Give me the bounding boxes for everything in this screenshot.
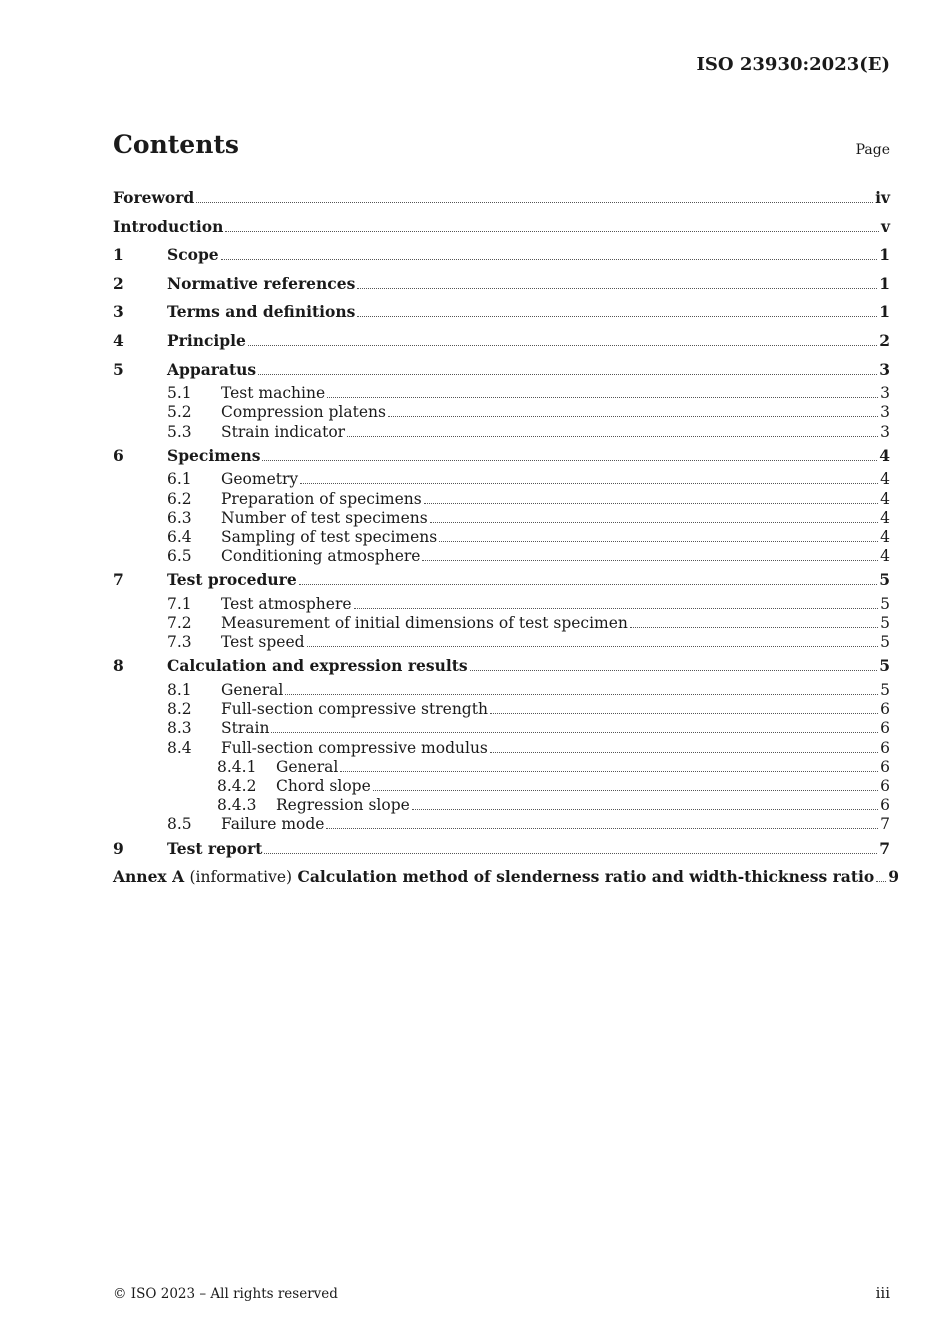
toc-entry-title: Chord slope — [276, 776, 371, 795]
toc-entry-calculation-and-expression-results[interactable] — [113, 652, 890, 681]
toc-entry-number: 8.3 — [167, 719, 192, 738]
toc-entry-number: 8.1 — [167, 681, 192, 699]
toc-entry-page: 1 — [879, 273, 890, 293]
toc-leader-dots — [470, 670, 878, 671]
toc-entry-title: Geometry — [221, 470, 299, 489]
toc-entry-number: 7.2 — [167, 614, 192, 633]
toc-entry-full-section-compressive-modulus[interactable] — [113, 739, 890, 758]
toc-entry-foreword[interactable] — [113, 184, 890, 213]
toc-entry-page: v — [880, 216, 890, 236]
toc-entry-number: 6 — [113, 445, 124, 465]
toc-entry-page: iv — [875, 188, 890, 207]
toc-entry-number: 8.4.2 — [217, 776, 257, 795]
toc-entry-test-atmosphere[interactable] — [113, 595, 890, 614]
toc-entry-number: 3 — [113, 302, 124, 322]
table-of-contents — [113, 184, 900, 892]
toc-entry-scope[interactable] — [113, 241, 890, 270]
toc-entry-page: 6 — [880, 700, 890, 719]
toc-entry-page: 6 — [880, 738, 890, 757]
toc-entry-page: 4 — [880, 470, 890, 489]
toc-leader-dots — [285, 694, 878, 695]
toc-entry-page: 5 — [880, 681, 890, 699]
toc-leader-dots — [630, 627, 878, 628]
toc-entry-title: Apparatus — [167, 359, 257, 379]
toc-entry-number: 6.5 — [167, 547, 192, 566]
toc-entry-general[interactable] — [113, 681, 890, 700]
toc-entry-annex-a[interactable] — [113, 863, 900, 892]
toc-leader-dots — [327, 397, 878, 398]
annex-note: (informative) — [189, 868, 293, 887]
toc-entry-title: Number of test specimens — [221, 508, 428, 527]
toc-entry-title: Strain indicator — [221, 422, 346, 441]
toc-entry-number: 4 — [113, 330, 124, 350]
toc-leader-dots — [424, 503, 878, 504]
toc-entry-test-report[interactable] — [113, 835, 890, 864]
document-id: ISO 23930:2023(E) — [696, 54, 890, 75]
toc-entry-page: 3 — [880, 384, 890, 403]
toc-entry-failure-mode[interactable] — [113, 815, 890, 834]
toc-leader-dots — [876, 881, 886, 882]
toc-entry-number: 8.4.3 — [217, 796, 257, 815]
toc-entry-page: 6 — [880, 776, 890, 795]
toc-entry-page: 5 — [880, 633, 890, 652]
toc-entry-title: Strain — [221, 719, 270, 738]
toc-entry-test-procedure[interactable] — [113, 566, 890, 595]
toc-leader-dots — [357, 316, 877, 317]
toc-entry-number: 1 — [113, 245, 124, 265]
toc-leader-dots — [373, 790, 878, 791]
toc-entry-chord-slope[interactable] — [113, 777, 890, 796]
toc-entry-page: 4 — [880, 489, 890, 508]
toc-entry-number: 9 — [113, 838, 124, 858]
toc-entry-title: General — [221, 681, 284, 699]
toc-entry-test-machine[interactable] — [113, 384, 890, 403]
toc-entry-number: 7.1 — [167, 594, 192, 613]
toc-leader-dots — [271, 732, 878, 733]
toc-leader-dots — [388, 416, 878, 417]
toc-entry-measurement-of-initial-dimensions[interactable] — [113, 614, 890, 633]
toc-entry-preparation-of-specimens[interactable] — [113, 490, 890, 509]
toc-entry-title: Compression platens — [221, 403, 386, 422]
footer-copyright: © ISO 2023 – All rights reserved — [113, 1286, 338, 1302]
toc-entry-introduction[interactable] — [113, 213, 890, 242]
toc-entry-number: 8.4.1 — [217, 757, 257, 776]
toc-leader-dots — [439, 541, 878, 542]
toc-leader-dots — [258, 374, 877, 375]
toc-entry-page: 6 — [880, 796, 890, 815]
toc-leader-dots — [326, 828, 878, 829]
toc-leader-dots — [299, 584, 878, 585]
toc-leader-dots — [300, 483, 878, 484]
annex-label: Annex A — [113, 867, 185, 887]
toc-leader-dots — [340, 771, 878, 772]
toc-entry-number: 6.1 — [167, 470, 192, 489]
toc-entry-title: Test report — [167, 838, 263, 858]
toc-entry-page: 4 — [880, 547, 890, 566]
toc-entry-page: 5 — [879, 570, 890, 590]
toc-entry-regression-slope[interactable] — [113, 796, 890, 815]
toc-entry-title: Test machine — [221, 384, 326, 403]
toc-entry-title: Measurement of initial dimensions of test specimen — [221, 614, 628, 633]
toc-entry-conditioning-atmosphere[interactable] — [113, 547, 890, 566]
toc-leader-dots — [490, 713, 878, 714]
toc-entry-title: Full-section compressive modulus — [221, 738, 488, 757]
toc-leader-dots — [490, 752, 878, 753]
toc-entry-page: 5 — [879, 656, 890, 676]
toc-entry-page: 9 — [888, 867, 900, 887]
toc-leader-dots — [307, 646, 879, 647]
toc-entry-title: Foreword — [113, 188, 195, 207]
toc-leader-dots — [248, 345, 877, 346]
toc-entry-geometry[interactable] — [113, 470, 890, 489]
toc-entry-page: 1 — [879, 302, 890, 322]
toc-entry-number: 5.2 — [167, 403, 192, 422]
toc-entry-title: Specimens — [167, 445, 261, 465]
toc-entry-page: 4 — [880, 527, 890, 546]
toc-entry-principle[interactable] — [113, 327, 890, 356]
toc-entry-compression-platens[interactable] — [113, 403, 890, 422]
toc-entry-sampling-of-test-specimens[interactable] — [113, 528, 890, 547]
toc-entry-title: Introduction — [113, 216, 224, 236]
page-column-label: Page — [855, 142, 890, 158]
toc-entry-page: 7 — [879, 838, 890, 858]
toc-entry-title: Failure mode — [221, 815, 325, 834]
toc-entry-number: 5 — [113, 359, 124, 379]
toc-entry-page: 3 — [879, 359, 890, 379]
toc-entry-apparatus[interactable] — [113, 356, 890, 385]
toc-entry-page: 7 — [880, 815, 890, 834]
toc-leader-dots — [262, 460, 877, 461]
toc-entry-title: Terms and definitions — [167, 302, 356, 322]
toc-entry-page: 6 — [880, 719, 890, 738]
toc-entry-title: Scope — [167, 245, 219, 265]
footer-page-number: iii — [875, 1284, 890, 1302]
toc-entry-number: 8 — [113, 656, 124, 676]
toc-entry-page: 1 — [879, 245, 890, 265]
toc-entry-title: Conditioning atmosphere — [221, 547, 421, 566]
toc-entry-number: 6.2 — [167, 489, 192, 508]
toc-entry-normative-references[interactable] — [113, 270, 890, 299]
toc-entry-number: 8.2 — [167, 700, 192, 719]
toc-entry-number: 6.3 — [167, 508, 192, 527]
toc-entry-page: 5 — [880, 614, 890, 633]
toc-entry-title: Preparation of specimens — [221, 489, 422, 508]
toc-leader-dots — [422, 560, 878, 561]
toc-entry-title: General — [276, 757, 339, 776]
toc-entry-title: Normative references — [167, 273, 356, 293]
toc-entry-number: 6.4 — [167, 527, 192, 546]
toc-entry-specimens[interactable] — [113, 442, 890, 471]
toc-entry-number: 8.4 — [167, 738, 192, 757]
toc-entry-number: 5.3 — [167, 422, 192, 441]
toc-entry-number: 7 — [113, 570, 124, 590]
toc-entry-page: 2 — [879, 330, 890, 350]
toc-leader-dots — [225, 231, 879, 232]
toc-leader-dots — [221, 259, 878, 260]
toc-entry-full-section-compressive-strength[interactable] — [113, 700, 890, 719]
contents-title: Contents — [113, 130, 240, 159]
toc-entry-title: Test atmosphere — [221, 594, 352, 613]
toc-entry-number-of-test-specimens[interactable] — [113, 509, 890, 528]
toc-leader-dots — [196, 202, 873, 203]
toc-entry-title: Test speed — [221, 633, 305, 652]
toc-entry-title: Principle — [167, 330, 246, 350]
toc-entry-title: Regression slope — [276, 796, 410, 815]
toc-entry-page: 4 — [879, 445, 890, 465]
toc-entry-page: 4 — [880, 508, 890, 527]
toc-leader-dots — [347, 436, 878, 437]
toc-entry-number: 8.5 — [167, 815, 192, 834]
toc-entry-modulus-general[interactable] — [113, 758, 890, 777]
toc-leader-dots — [354, 608, 879, 609]
toc-entry-title: Full-section compressive strength — [221, 700, 488, 719]
toc-entry-test-speed[interactable] — [113, 633, 890, 652]
toc-leader-dots — [264, 853, 877, 854]
toc-entry-terms-and-definitions[interactable] — [113, 298, 890, 327]
toc-entry-page: 3 — [880, 403, 890, 422]
toc-entry-number: 2 — [113, 273, 124, 293]
toc-entry-strain[interactable] — [113, 719, 890, 738]
toc-entry-page: 6 — [880, 757, 890, 776]
toc-leader-dots — [430, 522, 878, 523]
toc-entry-title: Test procedure — [167, 570, 297, 590]
toc-leader-dots — [357, 288, 877, 289]
toc-entry-number: 7.3 — [167, 633, 192, 652]
toc-leader-dots — [412, 809, 878, 810]
annex-title: Calculation method of slenderness ratio and width-thickness ratio — [297, 867, 875, 887]
toc-entry-page: 3 — [880, 422, 890, 441]
toc-entry-title: Calculation and expression results — [167, 656, 468, 676]
toc-entry-number: 5.1 — [167, 384, 192, 403]
toc-entry-title: Sampling of test specimens — [221, 527, 438, 546]
toc-entry-strain-indicator[interactable] — [113, 423, 890, 442]
toc-annex-heading — [113, 863, 874, 892]
toc-entry-page: 5 — [880, 594, 890, 613]
